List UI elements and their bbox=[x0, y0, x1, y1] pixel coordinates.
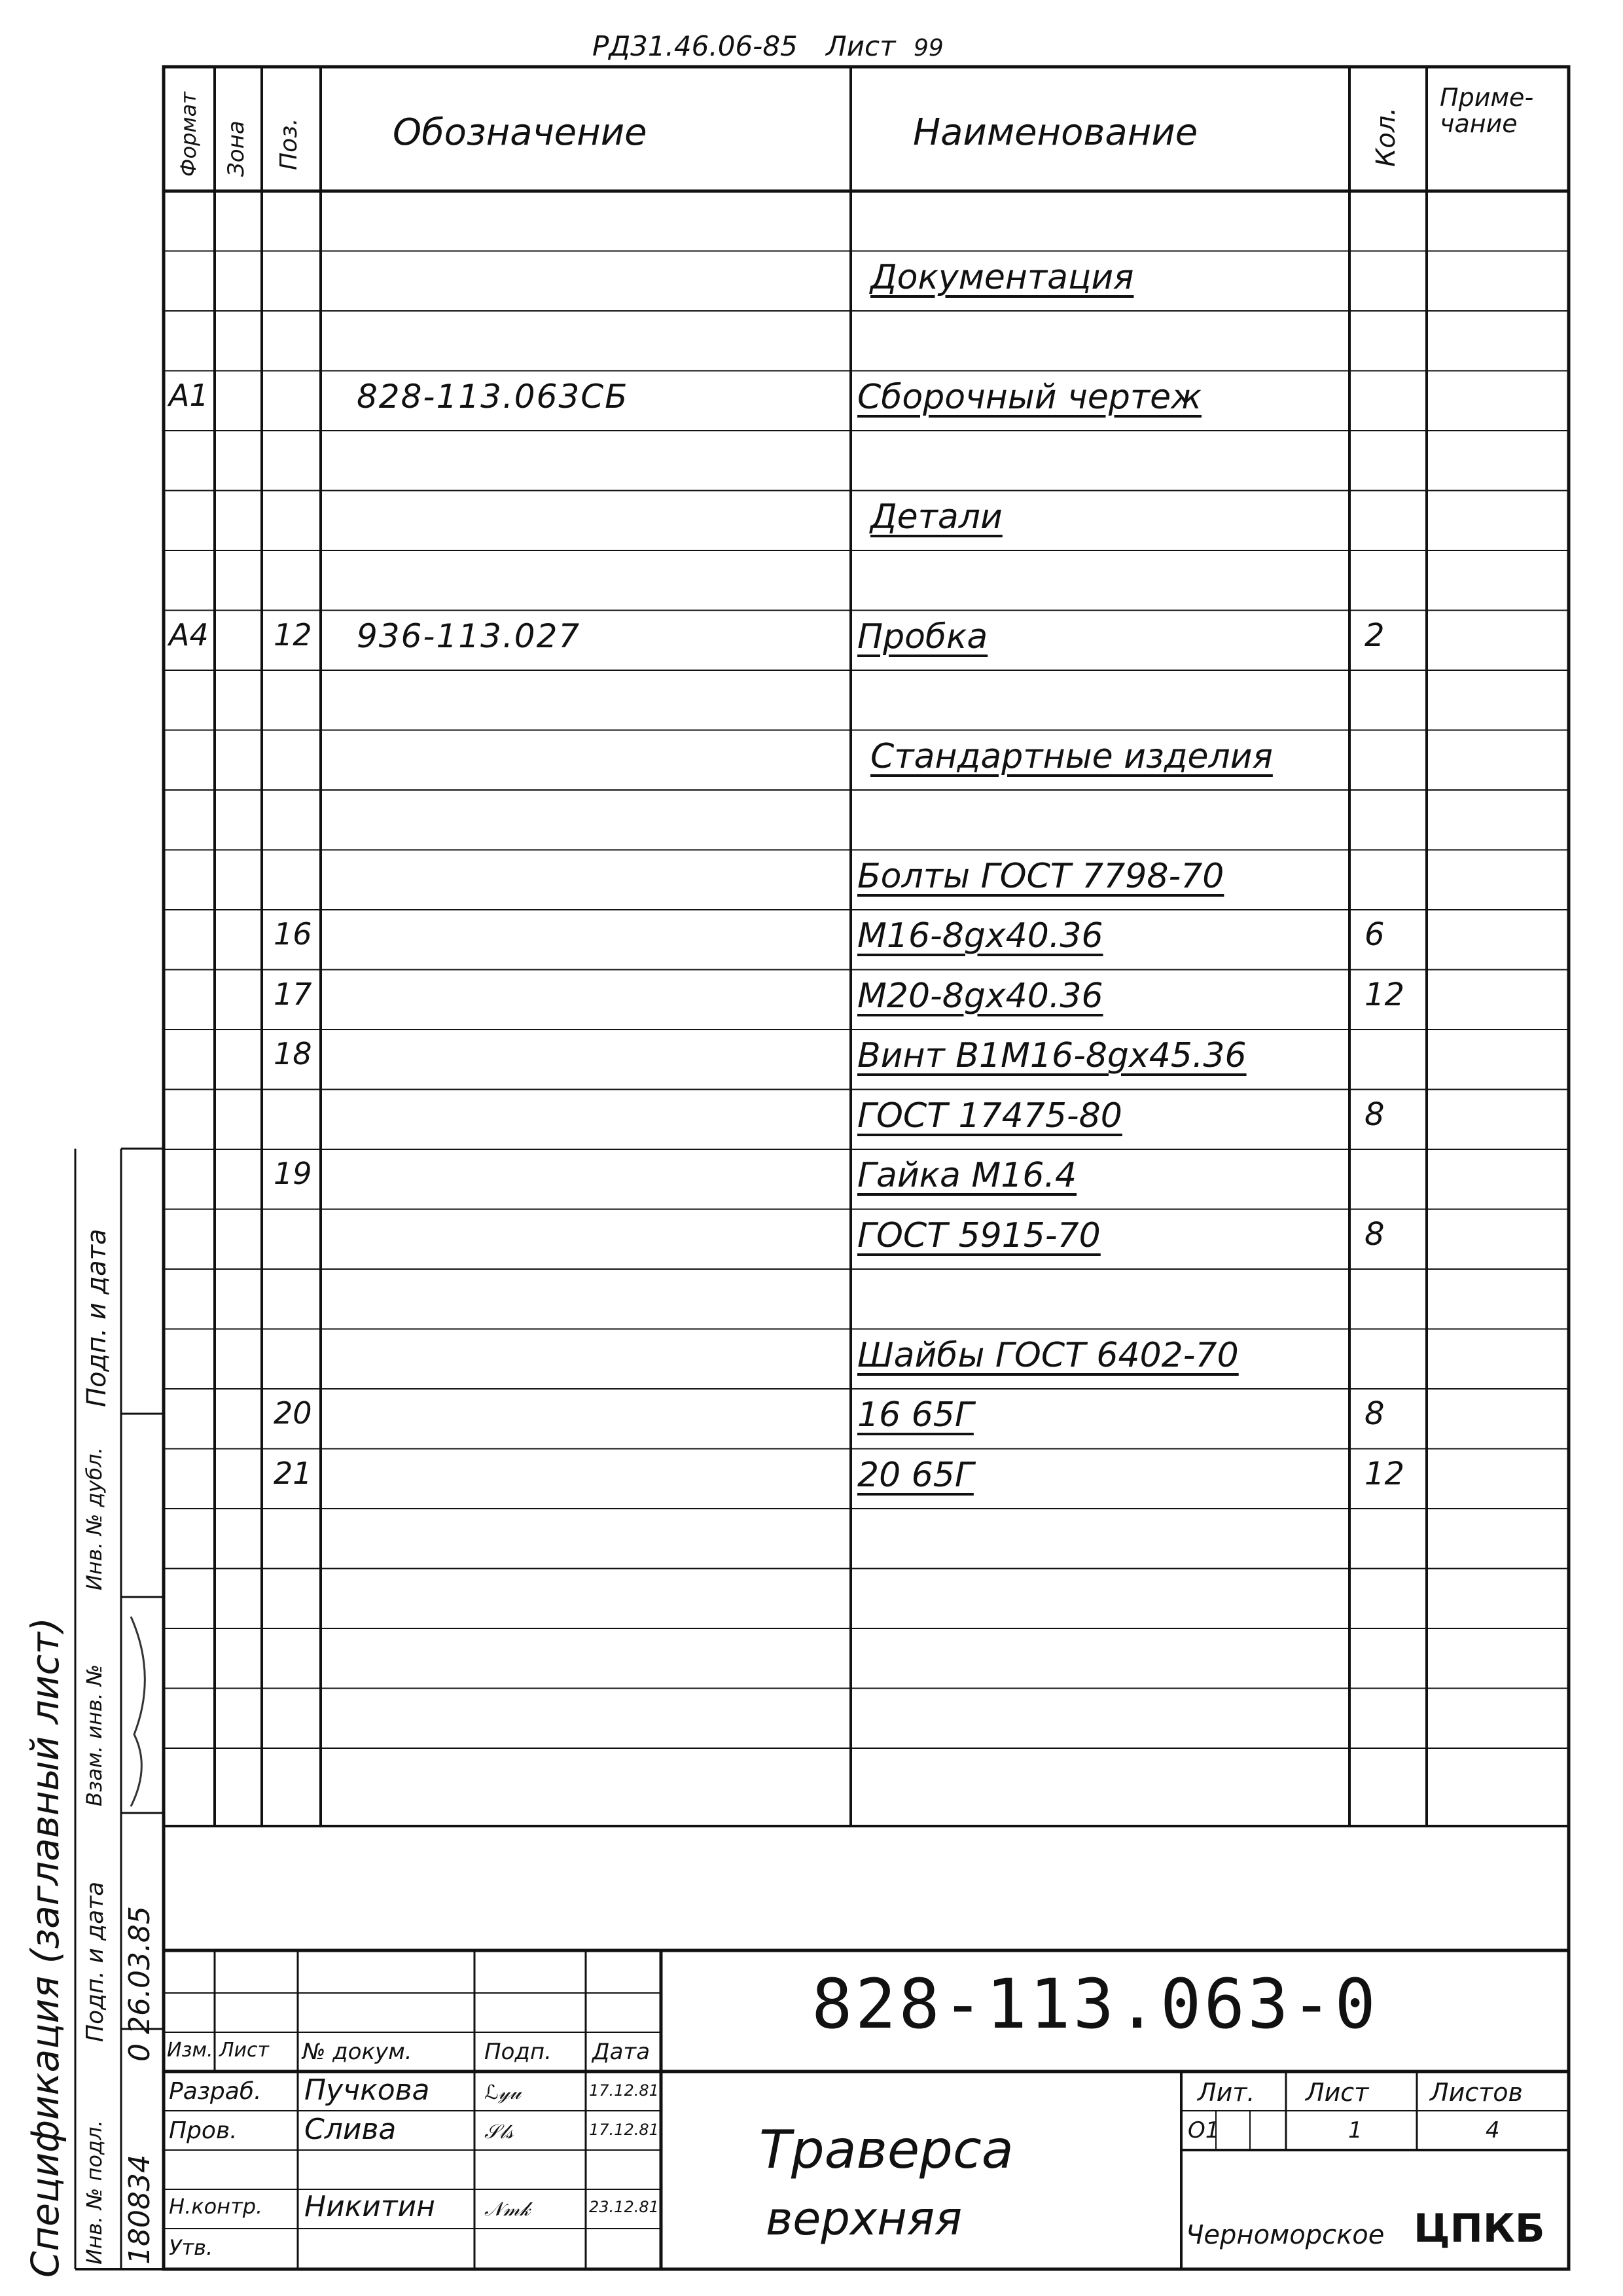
col-header-qty: Кол. bbox=[1371, 107, 1401, 167]
tb-col-sign: Подп. bbox=[484, 2039, 552, 2065]
side-inv-number: 180834 bbox=[123, 2155, 156, 2265]
row-name: Гайка М16.4 bbox=[857, 1156, 1077, 1195]
row-qty: 2 bbox=[1364, 617, 1385, 654]
tb-signature-developer: ℒ𝓎𝓊 bbox=[484, 2081, 521, 2104]
row-name: Стандартные изделия bbox=[870, 736, 1273, 776]
row-qty: 12 bbox=[1364, 976, 1405, 1013]
row-format: А1 bbox=[169, 377, 209, 413]
tb-name-developer: Пучкова bbox=[304, 2073, 430, 2107]
tb-name-normcontrol: Никитин bbox=[304, 2190, 435, 2223]
row-name: Болты ГОСТ 7798-70 bbox=[857, 856, 1224, 896]
doc-ref-code: РД31.46.06-85 bbox=[592, 30, 798, 62]
sheet-value: 1 bbox=[1348, 2117, 1363, 2144]
side-cell-sign-date-1: Подп. и дата bbox=[82, 1881, 109, 2042]
row-name: Детали bbox=[870, 497, 1003, 537]
row-qty: 8 bbox=[1364, 1395, 1385, 1432]
lit-label: Лит. bbox=[1198, 2078, 1255, 2107]
product-name-line1: Траверса bbox=[759, 2119, 1014, 2180]
org-prefix: Черноморское bbox=[1186, 2220, 1385, 2250]
side-date-stamp: 0 26.03.85 bbox=[123, 1906, 156, 2062]
row-qty: 8 bbox=[1364, 1215, 1385, 1253]
sheet-label: Лист bbox=[826, 30, 896, 62]
row-name: Сборочный чертеж bbox=[857, 377, 1202, 417]
row-name: Документация bbox=[870, 257, 1134, 297]
row-name: ГОСТ 5915-70 bbox=[857, 1215, 1101, 1255]
row-name: Шайбы ГОСТ 6402-70 bbox=[857, 1335, 1239, 1375]
col-header-designation: Обозначение bbox=[393, 111, 647, 154]
tb-role-developer: Разраб. bbox=[169, 2078, 262, 2105]
sheets-value: 4 bbox=[1486, 2117, 1500, 2144]
side-cell-inv-no: Инв. № подл. bbox=[82, 2120, 107, 2265]
row-pos: 16 bbox=[274, 916, 312, 952]
row-format: А4 bbox=[169, 617, 209, 653]
tb-date-developer: 17.12.81 bbox=[589, 2081, 659, 2100]
row-name: ГОСТ 17475-80 bbox=[857, 1096, 1122, 1136]
sheet-label-tb: Лист bbox=[1306, 2078, 1369, 2107]
col-header-format: Формат bbox=[176, 92, 201, 177]
tb-role-checker: Пров. bbox=[169, 2117, 238, 2144]
col-header-note: Приме- чание bbox=[1440, 83, 1534, 138]
product-name-line2: верхняя bbox=[766, 2192, 963, 2246]
col-header-pos: Поз. bbox=[276, 118, 302, 170]
side-cell-sign-date-2: Подп. и дата bbox=[82, 1229, 112, 1407]
col-header-name: Наименование bbox=[913, 111, 1198, 154]
tb-date-normcontrol: 23.12.81 bbox=[589, 2198, 659, 2216]
row-pos: 21 bbox=[274, 1455, 312, 1491]
tb-col-izm: Изм. bbox=[167, 2039, 213, 2062]
row-pos: 19 bbox=[274, 1156, 312, 1191]
sheets-label: Листов bbox=[1430, 2078, 1523, 2107]
lit-value: О1 bbox=[1188, 2117, 1220, 2144]
row-qty: 6 bbox=[1364, 916, 1385, 953]
row-pos: 20 bbox=[274, 1395, 312, 1431]
row-name: М20-8gх40.36 bbox=[857, 976, 1103, 1016]
row-pos: 18 bbox=[274, 1036, 312, 1071]
col-header-zone: Зона bbox=[223, 120, 249, 177]
tb-role-approved: Утв. bbox=[169, 2235, 213, 2260]
row-name: М16-8gх40.36 bbox=[857, 916, 1103, 956]
doc-number: 828-113.063-0 bbox=[812, 1964, 1378, 2044]
org-name: ЦПКБ bbox=[1414, 2206, 1545, 2251]
row-pos: 12 bbox=[274, 617, 312, 653]
tb-col-date: Дата bbox=[592, 2039, 651, 2065]
row-name: Винт В1М16-8gх45.36 bbox=[857, 1036, 1247, 1075]
row-name: 20 65Г bbox=[857, 1455, 974, 1495]
row-qty: 12 bbox=[1364, 1455, 1405, 1492]
tb-role-normcontrol: Н.контр. bbox=[169, 2194, 263, 2219]
tb-signature-checker: 𝒮𝓁𝓈 bbox=[484, 2121, 514, 2144]
row-designation: 936-113.027 bbox=[357, 617, 581, 655]
row-name: Пробка bbox=[857, 617, 988, 656]
sheet-number: 99 bbox=[913, 35, 944, 62]
tb-signature-normcontrol: 𝒩𝓂𝓀 bbox=[484, 2198, 531, 2221]
row-designation: 828-113.063СБ bbox=[357, 377, 629, 416]
side-strip-title: Спецификация (заглавный лист) bbox=[23, 1617, 67, 2278]
side-cell-replace-inv: Взам. инв. № bbox=[82, 1664, 107, 1806]
row-pos: 17 bbox=[274, 976, 312, 1012]
tb-col-doc: № докум. bbox=[302, 2039, 412, 2065]
row-name: 16 65Г bbox=[857, 1395, 974, 1435]
row-qty: 8 bbox=[1364, 1096, 1385, 1133]
tb-col-list: Лист bbox=[219, 2039, 270, 2062]
tb-date-checker: 17.12.81 bbox=[589, 2121, 659, 2139]
tb-name-checker: Слива bbox=[304, 2113, 397, 2146]
doc-reference bbox=[592, 30, 944, 62]
side-cell-dup-inv: Инв. № дубл. bbox=[82, 1447, 107, 1590]
